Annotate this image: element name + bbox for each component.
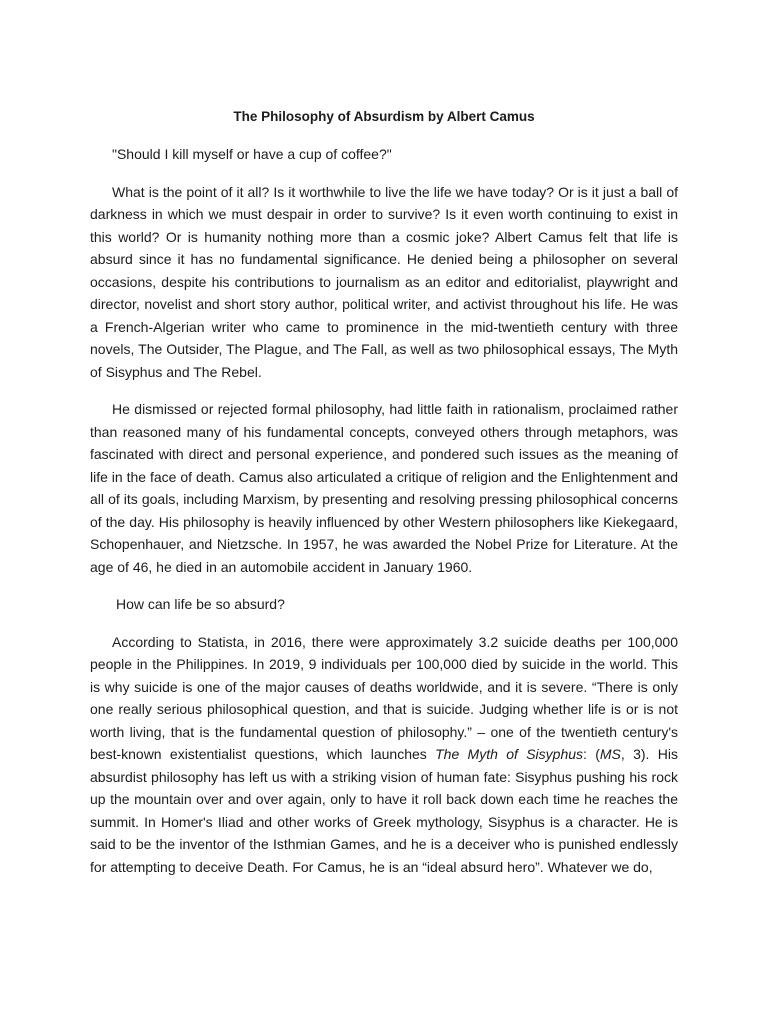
document-page: [90, 107, 678, 893]
opening-quote: "Should I kill myself or have a cup of coffee?": [112, 146, 392, 162]
section-question: How can life be so absurd?: [116, 596, 285, 612]
paragraph-statistics-part-1: According to Statista, in 2016, there were approximately 3.2 suicide deaths per 100,000 people in the Philippines. In 2019, 9 individuals per 100,000 died by suicide in the world. This is why suicide is one of the major causes of deaths worldwide, and it is severe. “There is only one really serious philosophical question, and that is suicide. Judging whether life is or is not worth living, that is the fundamental question of philosophy.” – one of the twentieth century's best-known existentialist questions, which launches: [90, 633, 678, 762]
paragraph-statistics-part-3: , 3). His absurdist philosophy has left us with a striking vision of human fate: Sisyphus pushing his rock up the mountain over and over again, only to have it roll back down each time he reaches the summit. In Homer's Iliad and other works of Greek mythology, Sisyphus is a character. He is said to be the inventor of the Isthmian Games, and he is a deceiver who is punished endlessly for attempting to deceive Death. For Camus, he is an “ideal absurd hero”. Whatever we do,: [90, 746, 678, 875]
paragraph-statistics: [90, 631, 678, 879]
paragraph-statistics-part-2: : (: [583, 746, 600, 762]
paragraph-intro: What is the point of it all? Is it worthwhile to live the life we have today? Or is it just a ball of darkness in which we must despair in order to survive? Is it even worth continuing to exist in this world? Or is humanity nothing more than a cosmic joke? Albert Camus felt that life is absurd since it has no fundamental significance. He denied being a philosopher on several occasions, despite his contributions to journalism as an editor and editorialist, playwright and director, novelist and short story author, political writer, and activist throughout his life. He was a French-Algerian writer who came to prominence in the mid-twentieth century with three novels, The Outsider, The Plague, and The Fall, as well as two philosophical essays, The Myth of Sisyphus and The Rebel.: [90, 183, 678, 380]
document-title: The Philosophy of Absurdism by Albert Camus: [233, 109, 535, 124]
paragraph-philosophy: He dismissed or rejected formal philosophy, had little faith in rationalism, proclaimed rather than reasoned many of his fundamental concepts, conveyed others through metaphors, was fascinated with direct and personal experience, and pondered such issues as the meaning of life in the face of death. Camus also articulated a critique of religion and the Enlightenment and all of its goals, including Marxism, by presenting and resolving pressing philosophical concerns of the day. His philosophy is heavily influenced by other Western philosophers like Kiekegaard, Schopenhauer, and Nietzsche. In 1957, he was awarded the Nobel Prize for Literature. At the age of 46, he died in an automobile accident in January 1960.: [90, 401, 678, 575]
book-title-myth-of-sisyphus: The Myth of Sisyphus: [435, 746, 584, 762]
citation-abbrev: MS: [599, 746, 621, 762]
